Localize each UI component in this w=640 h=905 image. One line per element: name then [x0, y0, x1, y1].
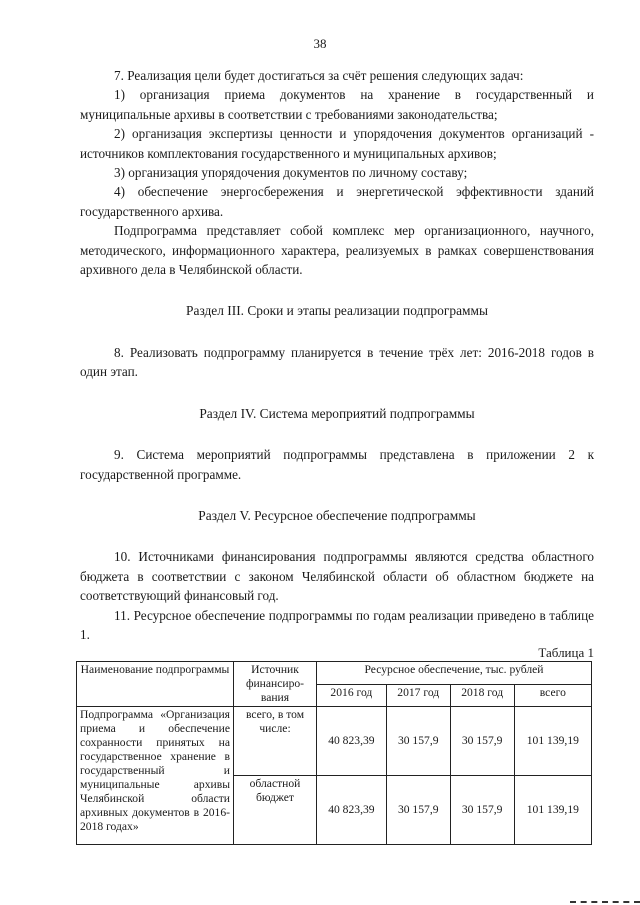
value-2017-cell: 30 157,9 — [386, 776, 450, 845]
header-name: Наименование подпрограммы — [77, 662, 234, 707]
header-2018: 2018 год — [450, 684, 514, 707]
page-number: 38 — [313, 36, 327, 51]
header-2017: 2017 год — [386, 684, 450, 707]
table-row — [77, 707, 592, 776]
paragraph-task-2: 2) организация экспертизы ценности и упорядочения документов организаций - источников комплектования государственного и муниципальных архивов; — [80, 126, 594, 161]
value-2018-cell: 30 157,9 — [450, 707, 514, 776]
header-total: всего — [514, 684, 591, 707]
paragraph-task-1: 1) организация приема документов на хранение в государственный и муниципальные архивы в соответствии с требованиями законодательства; — [80, 87, 594, 122]
value-2016-cell: 40 823,39 — [317, 707, 387, 776]
resource-table — [76, 661, 592, 845]
section-4-text: 9. Система мероприятий подпрограммы представлена в приложении 2 к государственной программе. — [80, 447, 594, 482]
value-2016-cell: 40 823,39 — [317, 776, 387, 845]
value-total-cell: 101 139,19 — [514, 776, 591, 845]
paragraph-task-intro: 7. Реализация цели будет достигаться за счёт решения следующих задач: — [114, 68, 524, 83]
section-5-heading: Раздел V. Ресурсное обеспечение подпрограммы — [198, 507, 476, 523]
header-2016: 2016 год — [317, 684, 387, 707]
section-3-heading: Раздел III. Сроки и этапы реализации подпрограммы — [186, 303, 488, 319]
value-2017-cell: 30 157,9 — [386, 707, 450, 776]
section-5-text-1: 10. Источниками финансирования подпрограммы являются средства областного бюджета в соответствии с законом Челябинской области об областном бюджете на соответствующий финансовый год. — [80, 549, 594, 604]
document-body — [80, 66, 594, 845]
section-5-text-2: 11. Ресурсное обеспечение подпрограммы по годам реализации приведено в таблице 1. — [80, 607, 594, 642]
program-name-cell: Подпрограмма «Организация приема и обеспечение сохранности принятых на государственное хранение в государственный и муниципальные архивы Челябинской области архивных документов в 2016-2018 годах» — [77, 707, 234, 845]
header-resources: Ресурсное обеспечение, тыс. рублей — [317, 662, 592, 685]
header-source: Источник финансиро-вания — [234, 662, 317, 707]
paragraph-task-4: 4) обеспечение энергосбережения и энергетической эффективности зданий государственного архива. — [80, 184, 594, 219]
section-3-text: 8. Реализовать подпрограмму планируется в течение трёх лет: 2016-2018 годов в один этап. — [80, 344, 594, 380]
source-cell: областной бюджет — [234, 776, 317, 845]
table-caption: Таблица 1 — [538, 645, 594, 661]
value-total-cell: 101 139,19 — [514, 707, 591, 776]
paragraph-program-description: Подпрограмма представляет собой комплекс мер организационного, научного, методического, информационного характера, реализуемых в рамках совершенствования архивного дела в Челябинской области. — [80, 223, 594, 278]
paragraph-task-3: 3) организация упорядочения документов по личному составу; — [114, 165, 468, 181]
scan-edge-mark — [570, 895, 640, 903]
section-4-heading: Раздел IV. Система мероприятий подпрограммы — [199, 405, 475, 421]
value-2018-cell: 30 157,9 — [450, 776, 514, 845]
source-cell: всего, в том числе: — [234, 707, 317, 776]
